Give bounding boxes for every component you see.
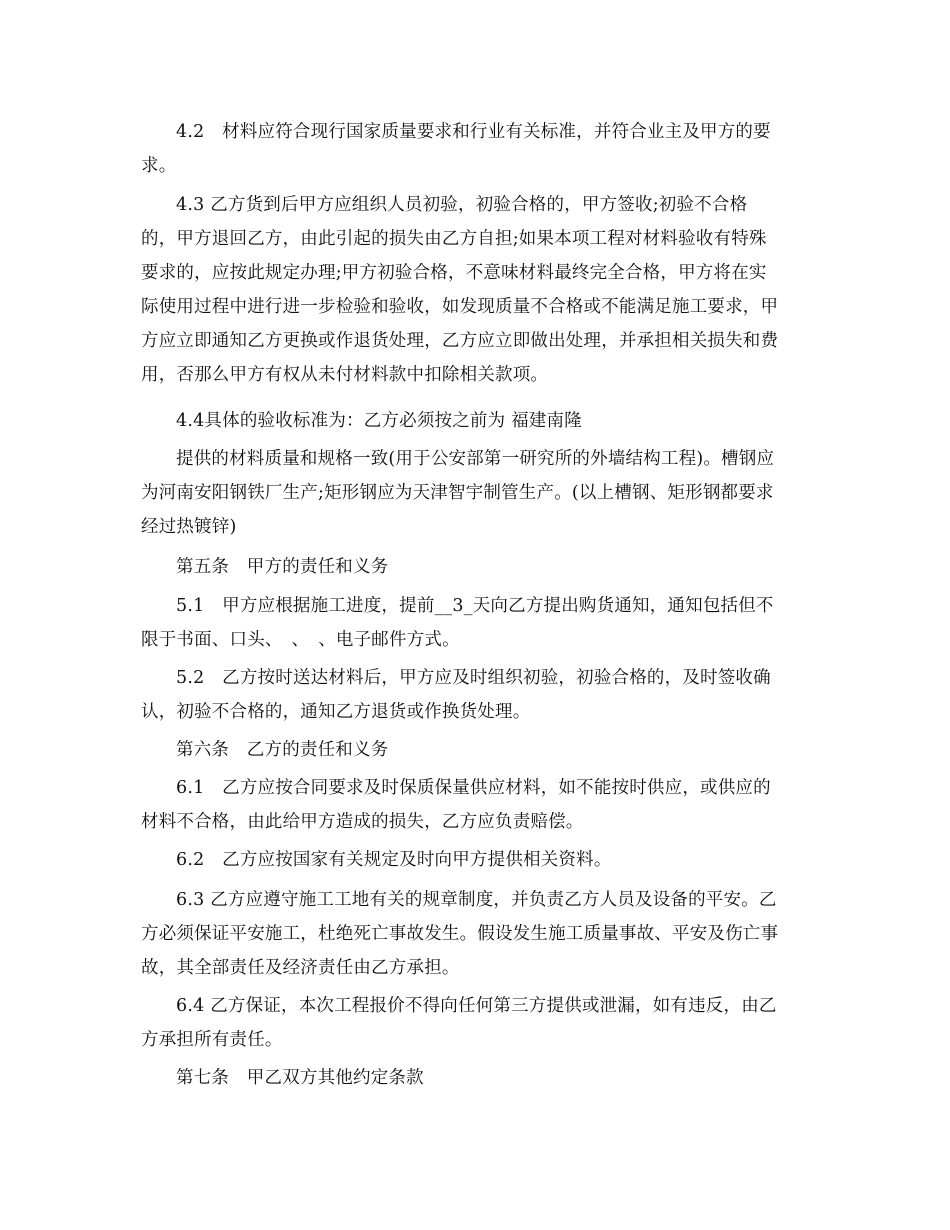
article-5-heading: 第五条 甲方的责任和义务 (176, 557, 389, 577)
clause-4-2-line-1: 4.2 材料应符合现行国家质量要求和行业有关标准，并符合业主及甲方的要 (176, 122, 771, 142)
clause-6-4-line-2: 方承担所有责任。 (141, 1030, 283, 1050)
clause-6-1-line-1: 6.1 乙方应按合同要求及时保质保量供应材料，如不能按时供应，或供应的 (176, 778, 771, 798)
clause-4-2-line-2: 求。 (141, 156, 177, 176)
clause-6-2-line-1: 6.2 乙方应按国家有关规定及时向甲方提供相关资料。 (176, 850, 612, 870)
clause-6-3-line-2: 方必须保证平安施工，杜绝死亡事故发生。假设发生施工质量事故、平安及伤亡事 (141, 924, 779, 944)
clause-5-2-line-1: 5.2 乙方按时送达材料后，甲方应及时组织初验，初验合格的，及时签收确 (176, 668, 771, 688)
clause-4-4-line-2: 提供的材料质量和规格一致(用于公安部第一研究所的外墙结构工程)。槽钢应 (176, 449, 775, 469)
clause-6-3-line-1: 6.3 乙方应遵守施工工地有关的规章制度，并负责乙方人员及设备的平安。乙 (176, 890, 777, 910)
clause-5-1-line-1: 5.1 甲方应根据施工进度，提前__3_天向乙方提出购货通知，通知包括但不 (176, 596, 774, 616)
clause-4-4-line-3: 为河南安阳钢铁厂生产;矩形钢应为天津智宇制管生产。(以上槽钢、矩形钢都要求 (141, 483, 774, 503)
clause-6-3-line-3: 故，其全部责任及经济责任由乙方承担。 (141, 958, 460, 978)
clause-4-3-line-1: 4.3 乙方货到后甲方应组织人员初验，初验合格的，甲方签收;初验不合格 (176, 195, 748, 215)
clause-4-3-line-2: 的，甲方退回乙方，由此引起的损失由乙方自担;如果本项工程对材料验收有特殊 (141, 229, 767, 249)
clause-4-3-line-4: 际使用过程中进行进一步检验和验收，如发现质量不合格或不能满足施工要求，甲 (141, 297, 779, 317)
article-7-heading: 第七条 甲乙双方其他约定条款 (176, 1068, 424, 1088)
clause-4-3-line-5: 方应立即通知乙方更换或作退货处理，乙方应立即做出处理，并承担相关损失和费 (141, 331, 779, 351)
clause-5-1-line-2: 限于书面、口头、 、 、电子邮件方式。 (141, 630, 460, 650)
clause-6-1-line-2: 材料不合格，由此给甲方造成的损失，乙方应负责赔偿。 (141, 812, 584, 832)
clause-5-2-line-2: 认，初验不合格的，通知乙方退货或作换货处理。 (141, 702, 531, 722)
clause-4-4-line-4: 经过热镀锌) (141, 517, 237, 537)
clause-4-3-line-3: 要求的，应按此规定办理;甲方初验合格，不意味材料最终完全合格，甲方将在实 (141, 263, 767, 283)
clause-4-4-line-1: 4.4具体的验收标准为：乙方必须按之前为 福建南隆 (176, 411, 582, 431)
clause-6-4-line-1: 6.4 乙方保证，本次工程报价不得向任何第三方提供或泄漏，如有违反，由乙 (176, 996, 777, 1016)
clause-4-3-line-6: 用，否那么甲方有权从未付材料款中扣除相关款项。 (141, 365, 549, 385)
article-6-heading: 第六条 乙方的责任和义务 (176, 740, 389, 760)
